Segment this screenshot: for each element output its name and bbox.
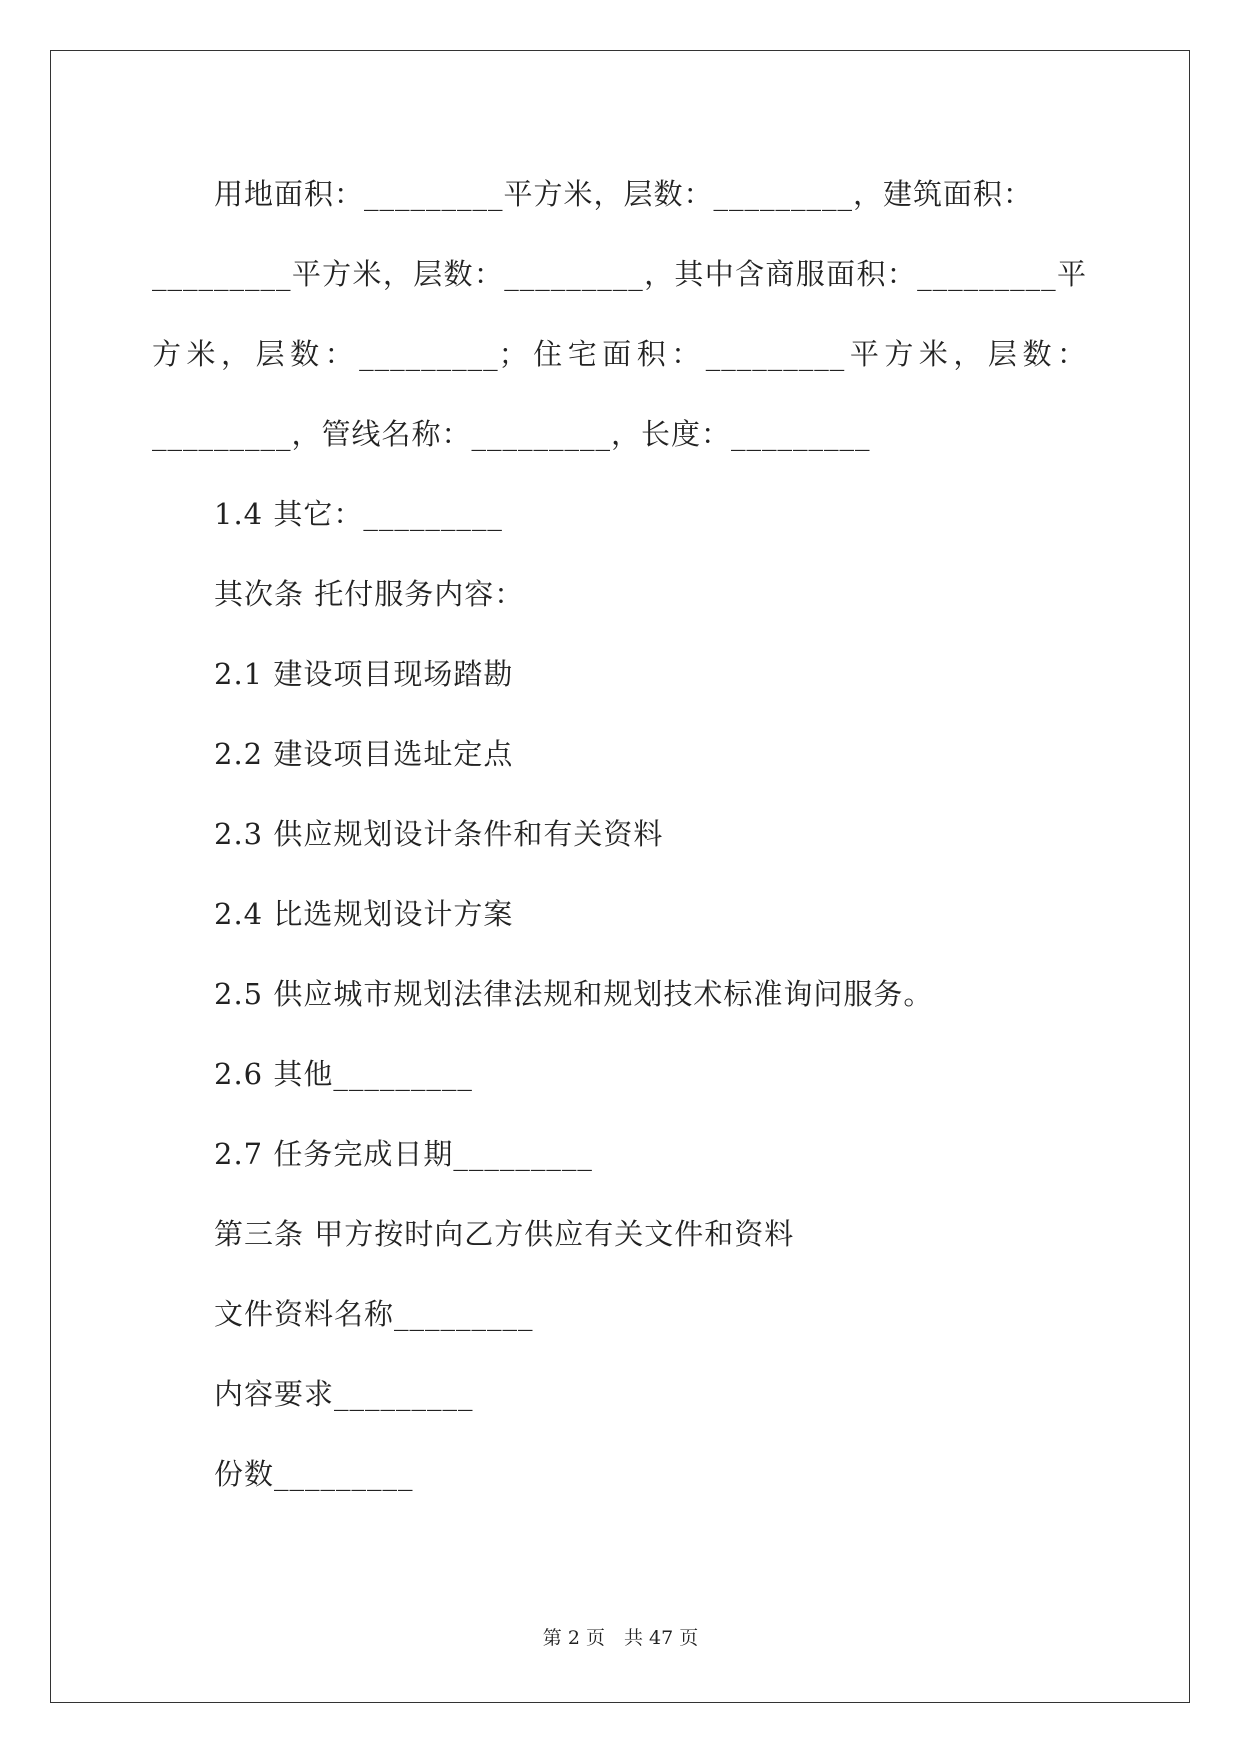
document-name-field: 文件资料名称_________ xyxy=(214,1297,534,1331)
paragraph-line-area-3: 方米，层数：_________；住宅面积：_________平方米，层数： xyxy=(152,337,1087,371)
paragraph-line-area-2: _________平方米，层数：_________，其中含商服面积：_________平 xyxy=(152,257,1087,291)
clause-2-4: 2.4 比选规划设计方案 xyxy=(214,897,514,931)
copies-field: 份数_________ xyxy=(214,1457,414,1491)
clause-2-5: 2.5 供应城市规划法律法规和规划技术标准询问服务。 xyxy=(214,977,934,1011)
clause-1-4-other: 1.4 其它：_________ xyxy=(214,497,503,531)
page-number-footer: 第 2 页 共 47 页 xyxy=(542,1627,699,1649)
article-2-heading: 其次条 托付服务内容： xyxy=(214,577,525,611)
content-requirement-field: 内容要求_________ xyxy=(214,1377,474,1411)
article-3-heading: 第三条 甲方按时向乙方供应有关文件和资料 xyxy=(214,1217,795,1251)
clause-2-1: 2.1 建设项目现场踏勘 xyxy=(214,657,514,691)
clause-2-3: 2.3 供应规划设计条件和有关资料 xyxy=(214,817,664,851)
clause-2-2: 2.2 建设项目选址定点 xyxy=(214,737,514,771)
clause-2-6: 2.6 其他_________ xyxy=(214,1057,473,1091)
paragraph-line-area-1: 用地面积：_________平方米，层数：_________，建筑面积： xyxy=(214,177,1034,211)
clause-2-7: 2.7 任务完成日期_________ xyxy=(214,1137,593,1171)
paragraph-line-area-4: _________，管线名称：_________，长度：_________ xyxy=(152,417,871,451)
